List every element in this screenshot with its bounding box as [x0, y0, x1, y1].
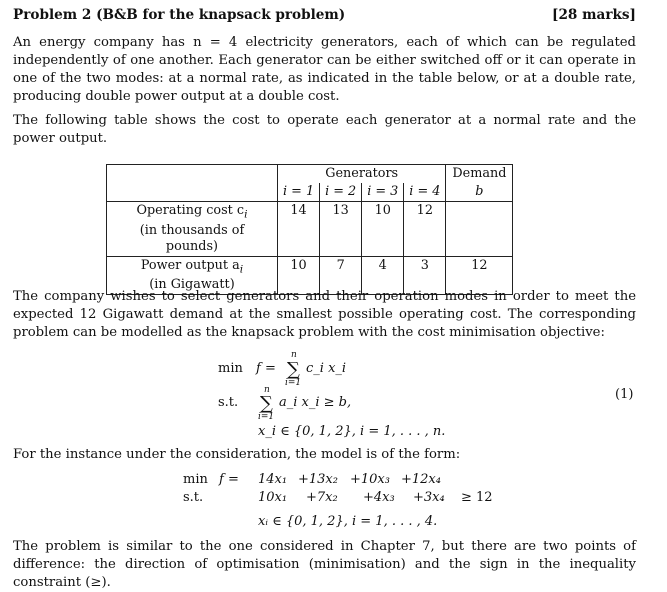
domain-constraint: xᵢ ∈ {0, 1, 2}, i = 1, . . . , 4. [258, 514, 438, 529]
constraint-rhs: ≥ 12 [461, 490, 493, 505]
objective-term: 14x₁ [258, 472, 288, 487]
constraint-term: 10x₁ [258, 490, 288, 505]
min-keyword: min [183, 472, 208, 487]
cost-cell: 12 [404, 202, 446, 257]
st-keyword: s.t. [183, 490, 204, 505]
constraint-term: +3x₄ [413, 490, 445, 505]
index-header: i = 4 [404, 183, 446, 202]
generator-table [106, 164, 513, 295]
st-keyword: s.t. [218, 395, 239, 410]
constraint-term: a_i x_i ≥ b, [279, 395, 352, 410]
index-header: i = 3 [362, 183, 404, 202]
index-header: i = 1 [278, 183, 320, 202]
cost-cell: 13 [320, 202, 362, 257]
domain-constraint: x_i ∈ {0, 1, 2}, i = 1, . . . , n. [258, 424, 446, 439]
power-row-label: Power output $a_i$ (in Gigawatt) [107, 256, 278, 295]
sum-lower-limit: i=1 [258, 412, 275, 422]
model-intro-paragraph: The company wishes to select generators and their operation modes in order to meet the expected 12 Gigawatt demand at the smallest possible operating cost. The corresponding problem can be modelled as the knapsack problem with the cost minimisation objective: [13, 289, 636, 340]
cost-row-label: Operating cost $c_i$ (in thousands of pounds) [107, 202, 278, 257]
power-cell: 10 [278, 256, 320, 295]
min-keyword: min [218, 361, 243, 376]
power-cell: 7 [320, 256, 362, 295]
problem-page [13, 6, 636, 154]
sum-upper-limit: n [264, 385, 270, 395]
objective-term: c_i x_i [306, 361, 347, 376]
closing-paragraph: The problem is similar to the one considered in Chapter 7, but there are two points of difference: the direction of optimisation (minimisation) and the sign in the inequality constraint (≥). [13, 539, 636, 590]
instance-intro-paragraph: For the instance under the consideration, the model is of the form: [13, 447, 461, 462]
table-intro-paragraph: The following table shows the cost to operate each generator at a normal rate and the power output. [13, 113, 636, 146]
sum-upper-limit: n [291, 350, 297, 360]
power-cell: 3 [404, 256, 446, 295]
index-header: i = 2 [320, 183, 362, 202]
demand-symbol: b [446, 183, 513, 202]
objective-term: +12x₄ [401, 472, 441, 487]
objective-term: +13x₂ [298, 472, 338, 487]
problem-marks: [28 marks] [552, 7, 636, 23]
equation-number: (1) [615, 387, 634, 402]
problem-header [13, 6, 636, 24]
objective-f: f = [219, 472, 239, 487]
constraint-term: +7x₂ [306, 490, 338, 505]
intro-paragraph: An energy company has n = 4 electricity generators, each of which can be regulated independently of one another. Each generator can be either switched off or it can operate in one of the two modes: at a normal rate, as indicated in the table below, or at a double rate, producing double power output at a double cost. [13, 35, 636, 104]
generators-header: Generators [278, 165, 446, 184]
constraint-term: +4x₃ [363, 490, 395, 505]
objective-f: f = [256, 361, 276, 376]
cost-cell: 14 [278, 202, 320, 257]
power-cell: 4 [362, 256, 404, 295]
cost-cell: 10 [362, 202, 404, 257]
sum-lower-limit: i=1 [285, 378, 302, 388]
sum-symbol: ∑ [287, 359, 300, 380]
problem-title: Problem 2 (B&B for the knapsack problem) [13, 7, 346, 23]
objective-term: +10x₃ [350, 472, 390, 487]
demand-cell: 12 [446, 256, 513, 295]
demand-header: Demand [446, 165, 513, 184]
sum-symbol: ∑ [260, 393, 273, 414]
